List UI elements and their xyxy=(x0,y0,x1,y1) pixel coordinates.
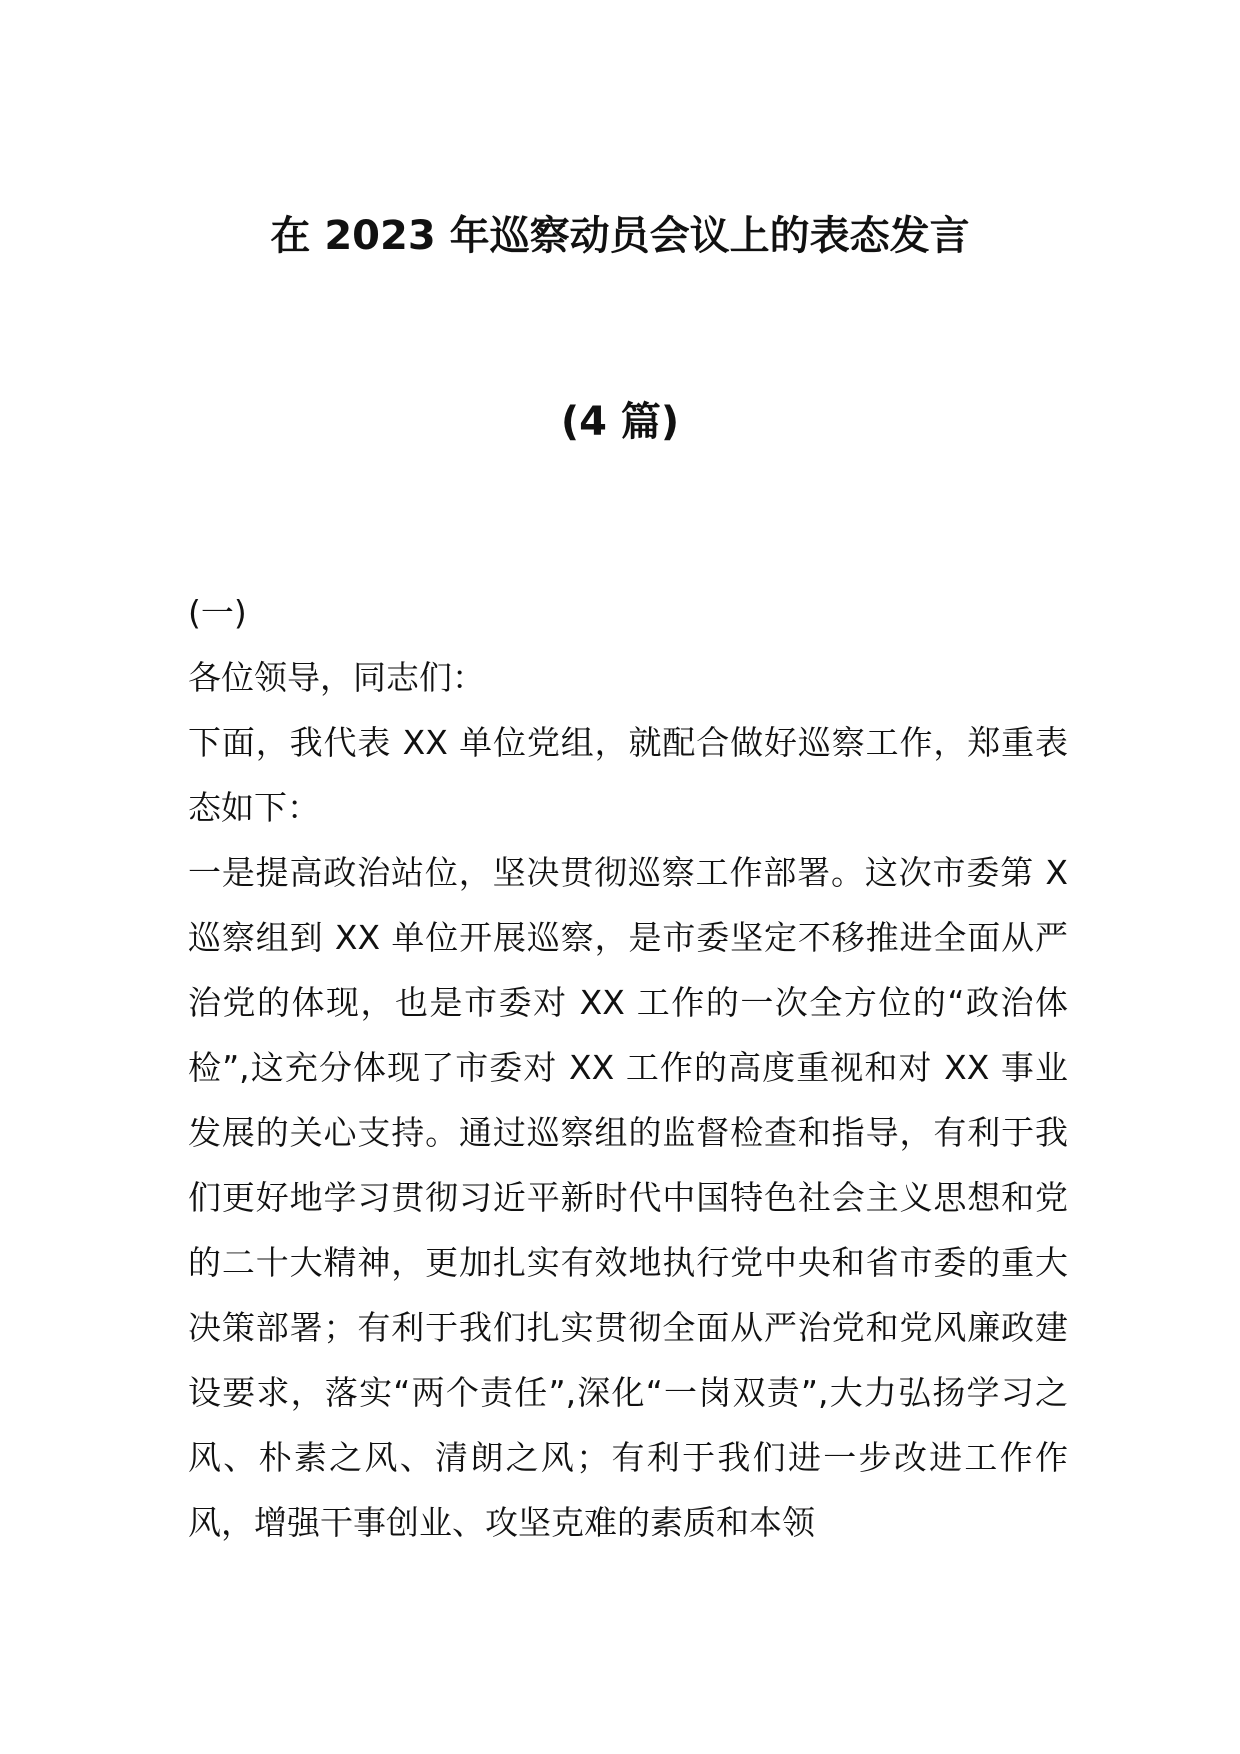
greeting: 各位领导，同志们： xyxy=(188,658,485,697)
section-label: (一) xyxy=(188,593,247,632)
document-subtitle: (4 篇) xyxy=(560,399,680,445)
paragraph-point-one: 一是提高政治站位，坚决贯彻巡察工作部署。这次市委第 X 巡察组到 XX 单位开展巡察，是市委坚定不移推进全面从严治党的体现，也是市委对 XX 工作的一次全方位的“政治体检”,这充分体现了市委对 XX 工作的高度重视和对 XX 事业发展的关心支持。通过巡察组的监督检查和指导，有利于我们更好地学习贯彻习近平新时代中国特色社会主义思想和党的二十大精神，更加扎实有效地执行党中央和省市委的重大决策部署；有利于我们扎实贯彻全面从严治党和党风廉政建设要求，落实“两个责任”,深化“一岗双责”,大力弘扬学习之风、朴素之风、清朗之风；有利于我们进一步改进工作作风，增强干事创业、攻坚克难的素质和本领 xyxy=(188,853,1068,1542)
document-body xyxy=(188,580,1068,1555)
document-title: 在 2023 年巡察动员会议上的表态发言 xyxy=(270,213,970,259)
paragraph-intro: 下面，我代表 XX 单位党组，就配合做好巡察工作，郑重表态如下： xyxy=(188,723,1068,827)
